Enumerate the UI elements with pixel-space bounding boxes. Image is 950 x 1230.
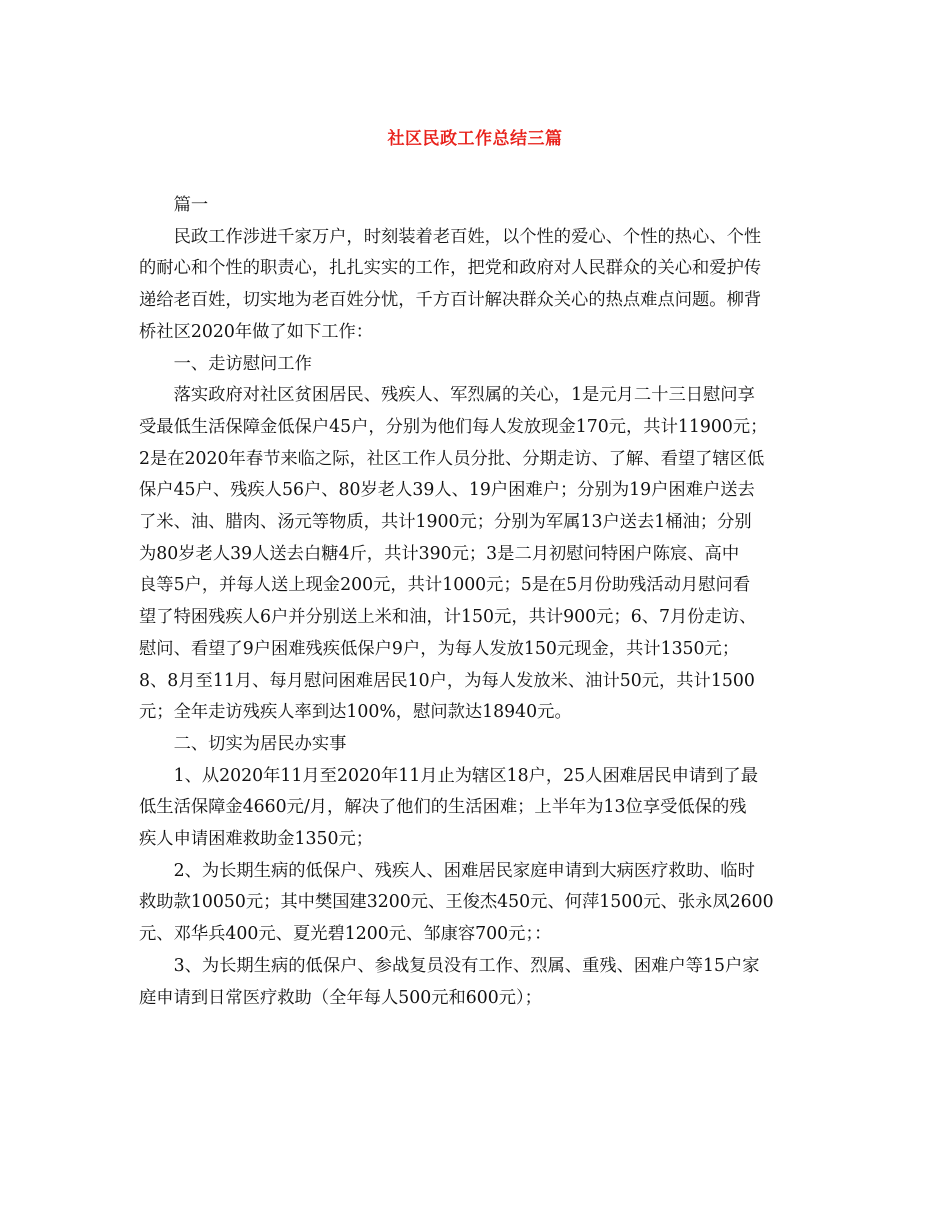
document-body: [139, 190, 819, 1014]
intro-paragraph: 民政工作涉进千家万户，时刻装着老百姓，以个性的爱心、个性的热心、个性 的耐心和个性的职责心，扎扎实实的工作，把党和政府对人民群众的关心和爱护传 递给老百姓，切实地为老百姓分忧，千方百计解决群众关心的热点难点问题。柳背 桥社区2020年做了如下工作：: [139, 226, 762, 342]
practical-item-3: 3、为长期生病的低保户、参战复员没有工作、烈属、重残、困难户等15户家 庭申请到日常医疗救助（全年每人500元和600元）；: [139, 955, 760, 1008]
section-heading-part-one: 篇一: [173, 195, 209, 215]
visits-paragraph: 落实政府对社区贫困居民、残疾人、军烈属的关心，1是元月二十三日慰问享 受最低生活保障金低保户45户，分别为他们每人发放现金170元，共计11900元； 2是在2020年春节来临之际，社区工作人员分批、分期走访、了解、看望了辖区低 保户45户、残疾人56户、80岁老人39人、19户困难户；分别为19户困难户送去 了米、油、腊肉、汤元等物质，共计1900元；分别为军属13户送去1桶油；分别 为80岁老人39人送去白糖4斤，共计390元；3是二月初慰问特困户陈宸、高中 良等5户，并每人送上现金200元，共计1000元；5是在5月份助残活动月慰问看 望了特困残疾人6户并分别送上米和油，计150元，共计900元；6、7月份走访、 慰问、看望了9户困难残疾低保户9户，为每人发放150元现金，共计1350元； 8、8月至11月、每月慰问困难居民10户，为每人发放米、油计50元，共计1500 元；全年走访残疾人率到达100%，慰问款达18940元。: [139, 385, 768, 723]
section-heading-visits: 一、走访慰问工作: [173, 353, 312, 374]
document-title: 社区民政工作总结三篇: [387, 129, 563, 149]
practical-item-2: 2、为长期生病的低保户、残疾人、困难居民家庭申请到大病医疗救助、临时 救助款10050元；其中樊国建3200元、王俊杰450元、何萍1500元、张永凤2600 元、邓华兵400元、夏光碧1200元、邹康容700元；：: [139, 860, 774, 945]
section-heading-practical-work: 二、切实为居民办实事: [173, 733, 347, 754]
practical-item-1: 1、从2020年11月至2020年11月止为辖区18户，25人困难居民申请到了最 低生活保障金4660元/月，解决了他们的生活困难；上半年为13位享受低保的残 疾人申请困难救助金1350元；: [139, 765, 758, 850]
